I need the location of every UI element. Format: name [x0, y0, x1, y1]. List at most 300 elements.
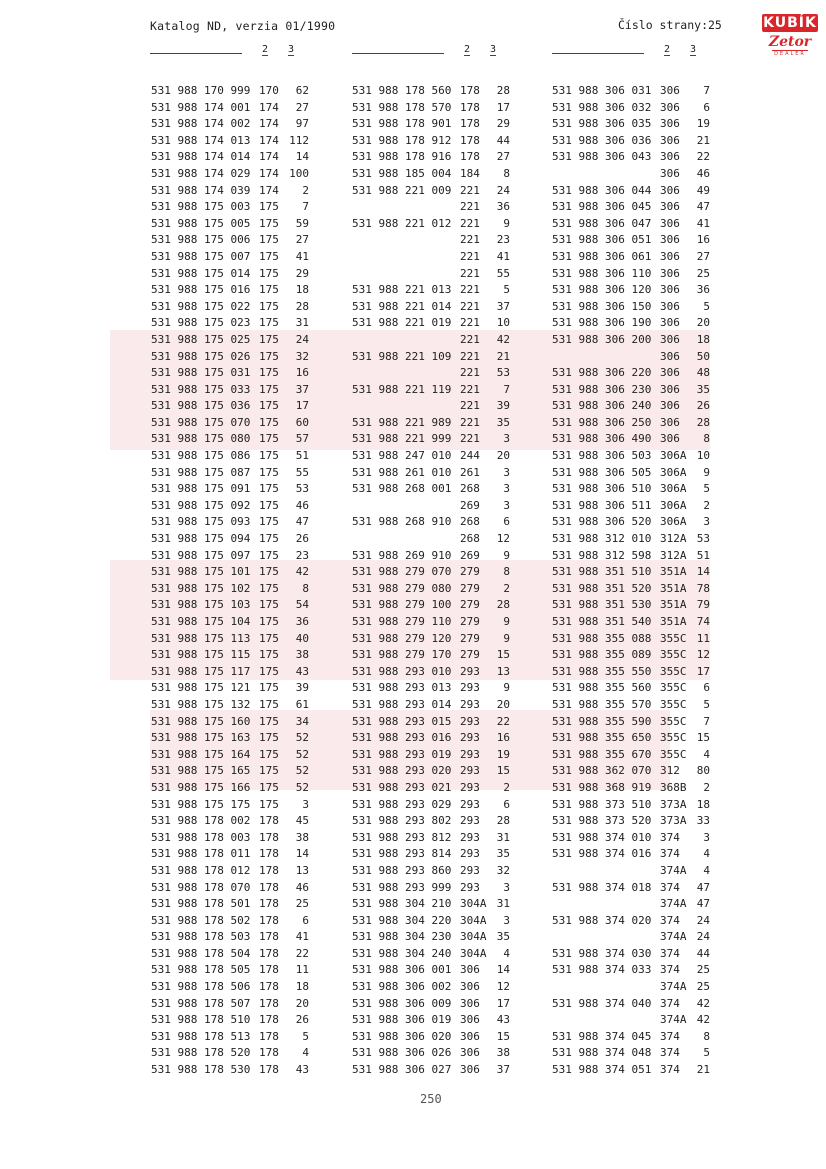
group-number: 355C [660, 731, 687, 745]
group-number: 175 [259, 747, 279, 761]
position-number: 18 [696, 797, 710, 811]
part-number: 531 988 247 010 [352, 449, 452, 463]
group-number: 175 [259, 714, 279, 728]
position-number: 9 [503, 548, 510, 562]
part-number: 531 988 221 109 [352, 349, 452, 363]
position-number: 27 [496, 150, 510, 164]
position-number: 28 [496, 84, 510, 97]
group-number: 184 [460, 166, 480, 180]
position-number: 40 [295, 631, 309, 645]
group-number: 306 [660, 133, 680, 147]
part-number: 531 988 178 070 [151, 880, 251, 894]
part-number: 531 988 312 598 [552, 548, 652, 562]
position-number: 3 [503, 482, 510, 496]
position-number: 28 [295, 299, 309, 313]
part-number: 531 988 293 016 [352, 731, 452, 745]
group-number: 175 [259, 266, 279, 280]
position-number: 33 [696, 814, 710, 828]
group-number: 355C [660, 747, 687, 761]
position-number: 13 [496, 664, 510, 678]
part-number: 531 988 221 012 [352, 216, 452, 230]
part-number: 531 988 175 104 [151, 615, 251, 628]
group-number: 174 [259, 183, 279, 197]
group-number: 178 [259, 1063, 279, 1077]
part-number: 531 988 268 001 [352, 482, 452, 496]
position-number: 39 [496, 399, 510, 413]
position-number: 100 [289, 166, 309, 180]
part-number: 531 988 306 520 [552, 515, 652, 529]
group-number: 175 [259, 465, 279, 479]
part-number: 531 988 221 019 [352, 316, 452, 330]
part-number: 531 988 178 002 [151, 814, 251, 828]
part-number: 531 988 351 530 [552, 598, 652, 612]
part-number: 531 988 175 092 [151, 498, 251, 512]
header-col2: 2 [464, 44, 471, 55]
part-number: 531 988 221 119 [352, 382, 452, 396]
group-number: 306 [460, 963, 480, 977]
part-number: 531 988 293 802 [352, 814, 452, 828]
position-number: 11 [696, 631, 710, 645]
position-number: 17 [496, 100, 510, 114]
group-number: 306 [660, 216, 680, 230]
group-number: 175 [259, 648, 279, 662]
group-number: 178 [460, 117, 480, 131]
group-number: 293 [460, 714, 480, 728]
header-col3: 3 [490, 44, 497, 55]
position-number: 10 [696, 449, 710, 463]
position-number: 27 [295, 233, 309, 247]
part-number: 531 988 175 097 [151, 548, 251, 562]
group-number: 304A [460, 946, 487, 960]
position-number: 38 [295, 830, 309, 844]
group-number: 221 [460, 233, 480, 247]
part-number: 531 988 306 505 [552, 465, 652, 479]
group-number: 221 [460, 399, 480, 413]
group-number: 306 [660, 332, 680, 346]
group-number: 175 [259, 615, 279, 628]
part-number: 531 988 175 115 [151, 648, 251, 662]
group-number: 374 [660, 1063, 680, 1077]
group-number: 175 [259, 797, 279, 811]
group-number: 175 [259, 332, 279, 346]
part-number: 531 988 293 014 [352, 697, 452, 711]
position-number: 61 [295, 697, 309, 711]
position-number: 3 [503, 432, 510, 446]
part-number: 531 988 175 023 [151, 316, 251, 330]
group-number: 269 [460, 548, 480, 562]
position-number: 8 [302, 581, 309, 595]
position-number: 50 [696, 349, 710, 363]
position-number: 42 [696, 996, 710, 1010]
part-number: 531 988 175 005 [151, 216, 251, 230]
part-number: 531 988 175 031 [151, 366, 251, 380]
group-number: 221 [460, 316, 480, 330]
group-number: 178 [259, 1046, 279, 1060]
position-number: 47 [696, 200, 710, 214]
position-number: 24 [696, 913, 710, 927]
group-number: 293 [460, 780, 480, 794]
group-number: 306 [660, 366, 680, 380]
part-number: 531 988 306 190 [552, 316, 652, 330]
part-number: 531 988 306 200 [552, 332, 652, 346]
group-number: 175 [259, 780, 279, 794]
position-number: 55 [496, 266, 510, 280]
group-number: 306 [660, 84, 680, 97]
group-number: 175 [259, 681, 279, 695]
group-number: 374 [660, 913, 680, 927]
part-number: 531 988 175 016 [151, 283, 251, 297]
position-number: 47 [696, 880, 710, 894]
part-number: 531 988 374 051 [552, 1063, 652, 1077]
position-number: 14 [496, 963, 510, 977]
position-number: 13 [295, 863, 309, 877]
group-number: 178 [259, 930, 279, 944]
part-number: 531 988 178 570 [352, 100, 452, 114]
part-number: 531 988 373 510 [552, 797, 652, 811]
part-number: 531 988 221 009 [352, 183, 452, 197]
part-number: 531 988 178 506 [151, 980, 251, 994]
group-number: 221 [460, 366, 480, 380]
part-number: 531 988 279 120 [352, 631, 452, 645]
group-number: 351A [660, 565, 687, 579]
part-number: 531 988 175 007 [151, 249, 251, 263]
part-number: 531 988 174 029 [151, 166, 251, 180]
position-number: 8 [703, 1029, 710, 1043]
part-number: 531 988 178 520 [151, 1046, 251, 1060]
position-number: 59 [295, 216, 309, 230]
position-number: 4 [302, 1046, 309, 1060]
group-number: 178 [460, 100, 480, 114]
part-number: 531 988 355 088 [552, 631, 652, 645]
part-number: 531 988 355 670 [552, 747, 652, 761]
position-number: 12 [696, 648, 710, 662]
group-number: 175 [259, 664, 279, 678]
position-number: 41 [295, 249, 309, 263]
part-number: 531 988 306 503 [552, 449, 652, 463]
part-number: 531 988 293 019 [352, 747, 452, 761]
part-number: 531 988 304 240 [352, 946, 452, 960]
position-number: 26 [295, 1013, 309, 1027]
position-number: 25 [696, 963, 710, 977]
position-number: 24 [496, 183, 510, 197]
group-number: 178 [259, 963, 279, 977]
group-number: 221 [460, 249, 480, 263]
group-number: 178 [259, 913, 279, 927]
part-number: 531 988 178 501 [151, 897, 251, 911]
position-number: 28 [696, 415, 710, 429]
position-number: 46 [696, 166, 710, 180]
part-number: 531 988 175 166 [151, 780, 251, 794]
position-number: 12 [496, 532, 510, 546]
group-number: 279 [460, 598, 480, 612]
position-number: 60 [295, 415, 309, 429]
part-number: 531 988 293 860 [352, 863, 452, 877]
part-number: 531 988 306 120 [552, 283, 652, 297]
part-number: 531 988 175 080 [151, 432, 251, 446]
group-number: 175 [259, 233, 279, 247]
group-number: 175 [259, 532, 279, 546]
position-number: 18 [295, 283, 309, 297]
part-number: 531 988 170 999 [151, 84, 251, 97]
position-number: 21 [696, 1063, 710, 1077]
part-number: 531 988 293 010 [352, 664, 452, 678]
group-number: 293 [460, 830, 480, 844]
group-number: 221 [460, 415, 480, 429]
position-number: 42 [696, 1013, 710, 1027]
position-number: 4 [703, 863, 710, 877]
group-number: 175 [259, 581, 279, 595]
position-number: 6 [703, 681, 710, 695]
part-number: 531 988 362 070 [552, 764, 652, 778]
group-number: 304A [460, 897, 487, 911]
group-number: 221 [460, 382, 480, 396]
part-number: 531 988 355 089 [552, 648, 652, 662]
position-number: 5 [703, 482, 710, 496]
part-number: 531 988 374 016 [552, 847, 652, 861]
part-number: 531 988 306 230 [552, 382, 652, 396]
part-number: 531 988 293 029 [352, 797, 452, 811]
position-number: 6 [503, 515, 510, 529]
position-number: 15 [496, 764, 510, 778]
position-number: 47 [696, 897, 710, 911]
part-number: 531 988 178 003 [151, 830, 251, 844]
position-number: 27 [295, 100, 309, 114]
group-number: 306 [660, 415, 680, 429]
position-number: 35 [496, 415, 510, 429]
group-number: 312A [660, 548, 687, 562]
group-number: 374 [660, 1046, 680, 1060]
group-number: 178 [460, 84, 480, 97]
part-number: 531 988 175 033 [151, 382, 251, 396]
part-number: 531 988 175 003 [151, 200, 251, 214]
position-number: 26 [295, 532, 309, 546]
group-number: 374 [660, 963, 680, 977]
part-number: 531 988 306 043 [552, 150, 652, 164]
group-number: 178 [259, 996, 279, 1010]
position-number: 20 [295, 996, 309, 1010]
position-number: 14 [295, 847, 309, 861]
group-number: 279 [460, 565, 480, 579]
part-number: 531 988 293 814 [352, 847, 452, 861]
position-number: 32 [295, 349, 309, 363]
group-number: 306 [660, 200, 680, 214]
part-number: 531 988 306 036 [552, 133, 652, 147]
position-number: 19 [496, 747, 510, 761]
part-number: 531 988 306 220 [552, 366, 652, 380]
position-number: 41 [496, 249, 510, 263]
group-number: 351A [660, 581, 687, 595]
group-number: 175 [259, 498, 279, 512]
group-number: 351A [660, 615, 687, 628]
group-number: 175 [259, 349, 279, 363]
part-number: 531 988 306 490 [552, 432, 652, 446]
position-number: 34 [295, 714, 309, 728]
part-number: 531 988 306 031 [552, 84, 652, 97]
position-number: 26 [696, 399, 710, 413]
position-number: 21 [696, 133, 710, 147]
position-number: 3 [503, 498, 510, 512]
position-number: 2 [503, 581, 510, 595]
position-number: 9 [703, 465, 710, 479]
position-number: 15 [496, 1029, 510, 1043]
position-number: 12 [496, 980, 510, 994]
group-number: 306 [660, 283, 680, 297]
group-number: 279 [460, 631, 480, 645]
part-number: 531 988 306 020 [352, 1029, 452, 1043]
position-number: 28 [496, 814, 510, 828]
position-number: 47 [295, 515, 309, 529]
part-number: 531 988 355 650 [552, 731, 652, 745]
group-number: 355C [660, 648, 687, 662]
group-number: 293 [460, 797, 480, 811]
position-number: 43 [295, 664, 309, 678]
position-number: 4 [503, 946, 510, 960]
position-number: 31 [496, 897, 510, 911]
part-number: 531 988 279 170 [352, 648, 452, 662]
position-number: 28 [496, 598, 510, 612]
part-number: 531 988 174 014 [151, 150, 251, 164]
part-number: 531 988 221 999 [352, 432, 452, 446]
group-number: 175 [259, 482, 279, 496]
group-number: 174 [259, 117, 279, 131]
group-number: 178 [460, 150, 480, 164]
header-rule [150, 45, 242, 54]
group-number: 373A [660, 797, 687, 811]
part-number: 531 988 374 040 [552, 996, 652, 1010]
group-number: 306A [660, 515, 687, 529]
part-number: 531 988 306 150 [552, 299, 652, 313]
position-number: 41 [696, 216, 710, 230]
position-number: 57 [295, 432, 309, 446]
header-rule [552, 45, 644, 54]
position-number: 5 [503, 283, 510, 297]
group-number: 306 [660, 299, 680, 313]
header-col2: 2 [262, 44, 269, 55]
group-number: 175 [259, 200, 279, 214]
catalog-title: Katalog ND, verzia 01/1990 [150, 19, 336, 33]
part-number: 531 988 306 035 [552, 117, 652, 131]
group-number: 306 [660, 266, 680, 280]
position-number: 36 [496, 200, 510, 214]
part-number: 531 988 306 001 [352, 963, 452, 977]
group-number: 175 [259, 548, 279, 562]
position-number: 5 [703, 697, 710, 711]
part-number: 531 988 174 013 [151, 133, 251, 147]
group-number: 175 [259, 764, 279, 778]
part-number: 531 988 306 110 [552, 266, 652, 280]
part-number: 531 988 221 989 [352, 415, 452, 429]
position-number: 11 [295, 963, 309, 977]
position-number: 5 [302, 1029, 309, 1043]
part-number: 531 988 355 590 [552, 714, 652, 728]
position-number: 43 [496, 1013, 510, 1027]
group-number: 175 [259, 565, 279, 579]
group-number: 374A [660, 1013, 687, 1027]
part-number: 531 988 304 220 [352, 913, 452, 927]
position-number: 37 [496, 1063, 510, 1077]
part-number: 531 988 175 113 [151, 631, 251, 645]
group-number: 178 [259, 863, 279, 877]
part-number: 531 988 306 009 [352, 996, 452, 1010]
part-number: 531 988 304 210 [352, 897, 452, 911]
group-number: 279 [460, 615, 480, 628]
part-number: 531 988 306 047 [552, 216, 652, 230]
part-number: 531 988 221 013 [352, 283, 452, 297]
position-number: 20 [696, 316, 710, 330]
position-number: 25 [295, 897, 309, 911]
part-number: 531 988 175 087 [151, 465, 251, 479]
group-number: 293 [460, 697, 480, 711]
position-number: 97 [295, 117, 309, 131]
group-number: 178 [259, 814, 279, 828]
position-number: 53 [696, 532, 710, 546]
header-col3: 3 [690, 44, 697, 55]
position-number: 5 [703, 299, 710, 313]
position-number: 20 [496, 697, 510, 711]
group-number: 293 [460, 847, 480, 861]
part-number: 531 988 175 022 [151, 299, 251, 313]
group-number: 293 [460, 747, 480, 761]
group-number: 306 [460, 1046, 480, 1060]
position-number: 52 [295, 747, 309, 761]
group-number: 306 [660, 382, 680, 396]
position-number: 79 [696, 598, 710, 612]
position-number: 38 [496, 1046, 510, 1060]
position-number: 20 [496, 449, 510, 463]
position-number: 7 [302, 200, 309, 214]
part-number: 531 988 175 070 [151, 415, 251, 429]
part-number: 531 988 175 091 [151, 482, 251, 496]
part-number: 531 988 268 910 [352, 515, 452, 529]
position-number: 7 [703, 84, 710, 97]
group-number: 293 [460, 814, 480, 828]
page-number: 250 [420, 1092, 442, 1106]
group-number: 306 [460, 996, 480, 1010]
group-number: 304A [460, 930, 487, 944]
group-number: 374A [660, 897, 687, 911]
group-number: 175 [259, 366, 279, 380]
group-number: 374A [660, 930, 687, 944]
part-number: 531 988 174 001 [151, 100, 251, 114]
group-number: 373A [660, 814, 687, 828]
part-number: 531 988 374 033 [552, 963, 652, 977]
group-number: 174 [259, 100, 279, 114]
position-number: 36 [696, 283, 710, 297]
part-number: 531 988 306 027 [352, 1063, 452, 1077]
group-number: 355C [660, 681, 687, 695]
group-number: 261 [460, 465, 480, 479]
position-number: 2 [503, 780, 510, 794]
group-number: 306 [460, 1013, 480, 1027]
group-number: 355C [660, 697, 687, 711]
position-number: 29 [295, 266, 309, 280]
part-number: 531 988 306 510 [552, 482, 652, 496]
part-number: 531 988 175 026 [151, 349, 251, 363]
column-header-1 [150, 44, 295, 59]
group-number: 306 [660, 183, 680, 197]
group-number: 355C [660, 631, 687, 645]
group-number: 374 [660, 946, 680, 960]
position-number: 14 [696, 565, 710, 579]
group-number: 293 [460, 681, 480, 695]
group-number: 374 [660, 996, 680, 1010]
part-number: 531 988 374 018 [552, 880, 652, 894]
part-number: 531 988 175 025 [151, 332, 251, 346]
position-number: 52 [295, 780, 309, 794]
position-number: 43 [295, 1063, 309, 1077]
group-number: 306A [660, 482, 687, 496]
position-number: 22 [496, 714, 510, 728]
